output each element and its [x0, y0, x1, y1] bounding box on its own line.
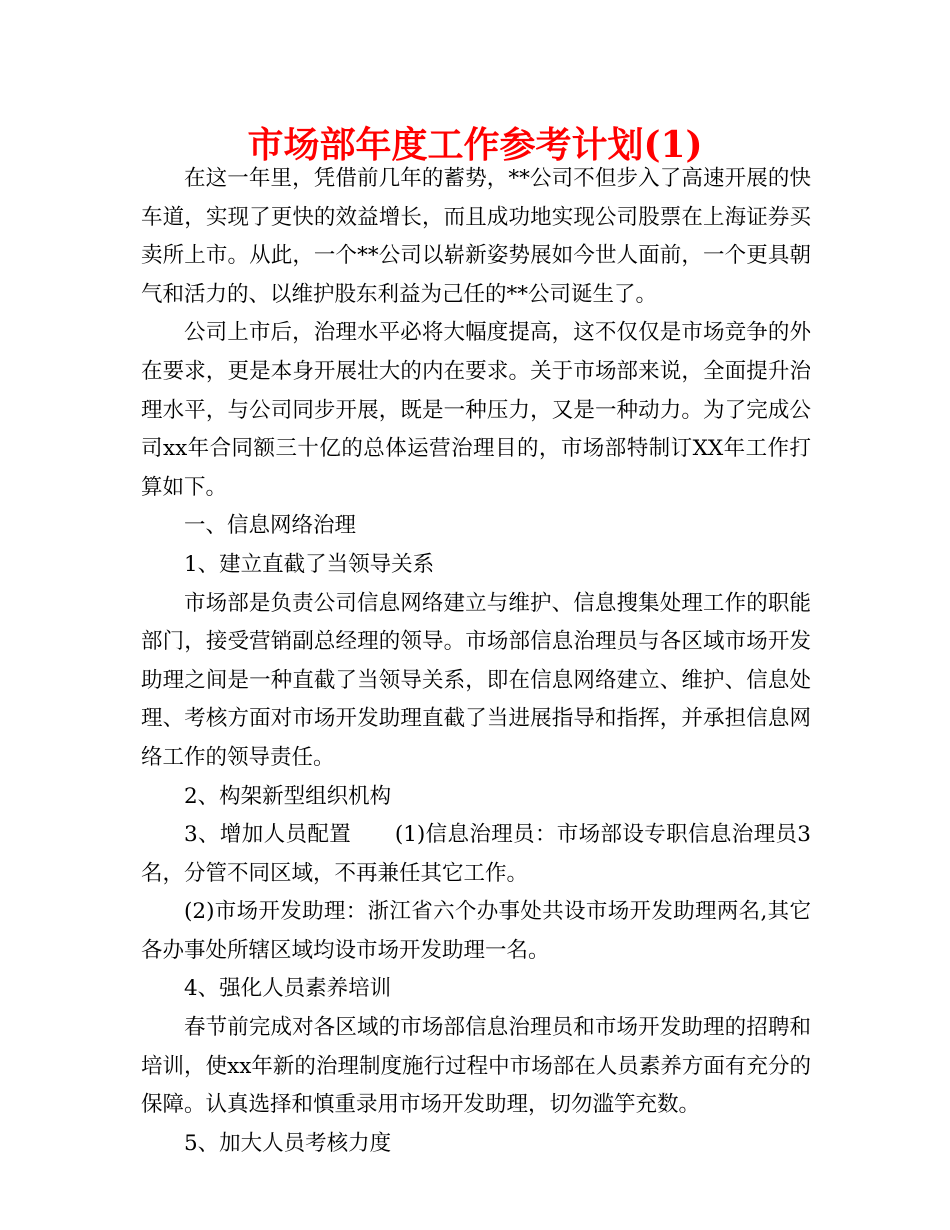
item-heading-5: 5、加大人员考核力度 — [184, 1130, 392, 1156]
paragraph-listing-goals: 公司上市后，治理水平必将大幅度提高，这不仅仅是市场竞争的外在要求，更是本身开展壮大的内在要求。关于市场部来说，全面提升治理水平，与公司同步开展，既是一种压力，又是一种动力。为了完成公司xx年合同额三十亿的总体运营治理目的，市场部特制订XX年工作打算如下。 — [141, 320, 811, 500]
paragraph-training: 春节前完成对各区域的市场部信息治理员和市场开发助理的招聘和培训，使xx年新的治理制度施行过程中市场部在人员素养方面有充分的保障。认真选择和慎重录用市场开发助理，切勿滥竽充数。 — [141, 1015, 811, 1118]
item-heading-2: 2、构架新型组织机构 — [184, 783, 392, 809]
item-heading-4: 4、强化人员素养培训 — [184, 976, 392, 1002]
item-heading-3: 3、增加人员配置 (1)信息治理员：市场部设专职信息治理员3名，分管不同区域，不再兼任其它工作。 — [141, 822, 811, 886]
paragraph-intro: 在这一年里，凭借前几年的蓄势，**公司不但步入了高速开展的快车道，实现了更快的效益增长，而且成功地实现公司股票在上海证券买卖所上市。从此，一个**公司以崭新姿势展如今世人面前，一个更具朝气和活力的、以维护股东利益为己任的**公司诞生了。 — [141, 166, 811, 307]
paragraph-market-dept: 市场部是负责公司信息网络建立与维护、信息搜集处理工作的职能部门，接受营销副总经理的领导。市场部信息治理员与各区域市场开发助理之间是一种直截了当领导关系，即在信息网络建立、维护、信息处理、考核方面对市场开发助理直截了当进展指导和指挥，并承担信息网络工作的领导责任。 — [141, 590, 811, 770]
document-body — [141, 160, 811, 1163]
item-heading-1: 1、建立直截了当领导关系 — [184, 551, 435, 577]
document-title: 市场部年度工作参考计划(1) — [247, 124, 703, 166]
section-heading-info-network: 一、信息网络治理 — [184, 513, 357, 539]
paragraph-market-assistant: (2)市场开发助理：浙江省六个办事处共设市场开发助理两名,其它各办事处所辖区域均设市场开发助理一名。 — [141, 899, 811, 963]
